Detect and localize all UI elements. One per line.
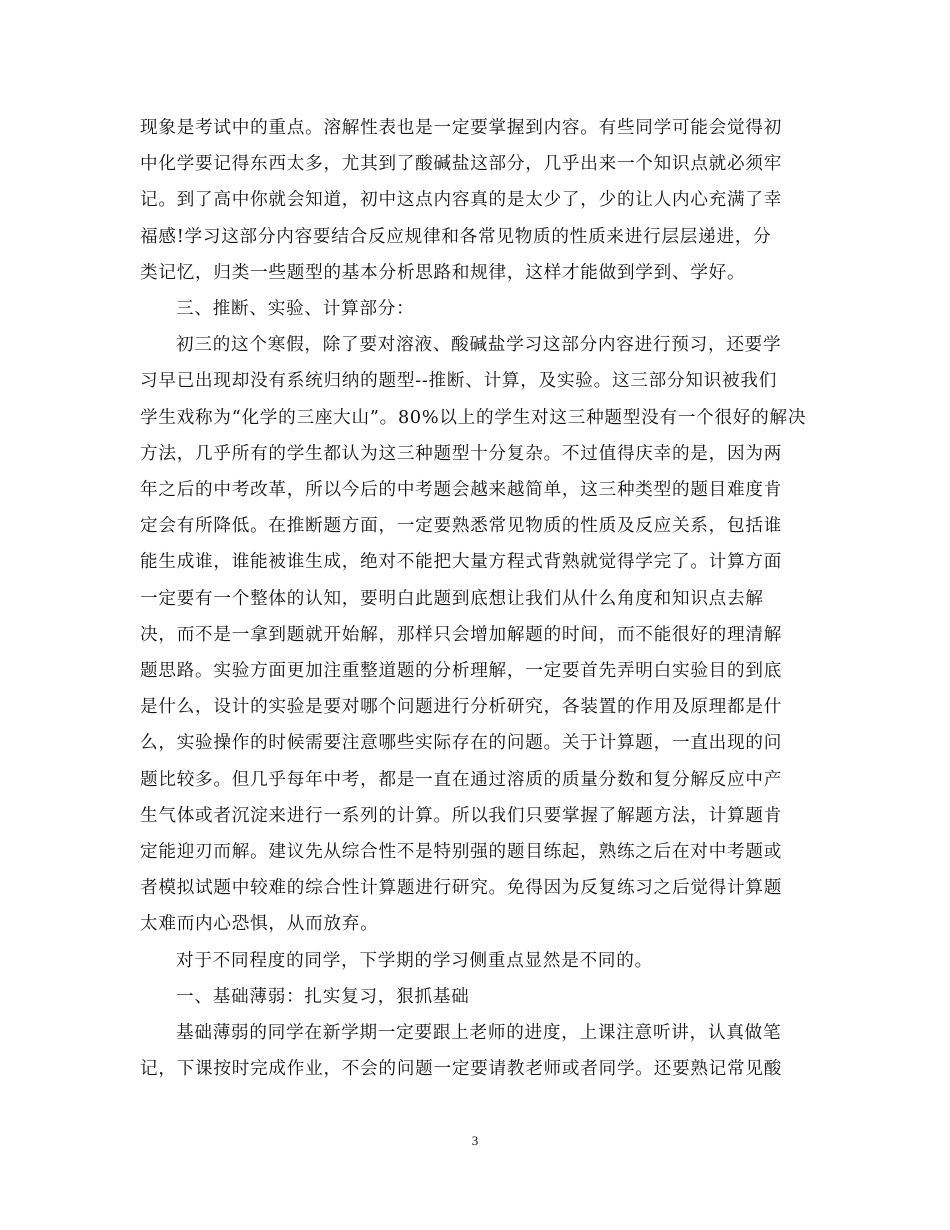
text-line: 生气体或者沉淀来进行一系列的计算。所以我们只要掌握了解题方法，计算题肯 <box>140 806 783 826</box>
text-line: 对于不同程度的同学，下学期的学习侧重点显然是不同的。 <box>176 951 653 971</box>
text-line: 题思路。实验方面更加注重整道题的分析理解，一定要首先弄明白实验目的到底 <box>140 661 783 681</box>
section-heading: 一、基础薄弱：扎实复习，狠抓基础 <box>176 987 470 1007</box>
text-line: 基础薄弱的同学在新学期一定要跟上老师的进度，上课注意听讲，认真做笔 <box>176 1023 782 1043</box>
text-line: 年之后的中考改革，所以今后的中考题会越来越简单，这三种类型的题目难度肯 <box>140 480 783 500</box>
text-line: 题比较多。但几乎每年中考，都是一直在通过溶质的质量分数和复分解反应中产 <box>140 770 783 790</box>
text-line: 记。到了高中你就会知道，初中这点内容真的是太少了，少的让人内心充满了幸 <box>140 190 783 210</box>
text-line: 定能迎刃而解。建议先从综合性不是特别强的题目练起，熟练之后在对中考题或 <box>140 842 783 862</box>
text-line: 太难而内心恐惧，从而放弃。 <box>140 914 379 934</box>
text-line: 学生戏称为“化学的三座大山”。80%以上的学生对这三种题型没有一个很好的解决 <box>140 408 807 428</box>
text-line: 习早已出现却没有系统归纳的题型--推断、计算，及实验。这三部分知识被我们 <box>140 371 778 391</box>
page-number: 3 <box>471 1133 479 1148</box>
text-line: 么，实验操作的时候需要注意哪些实际存在的问题。关于计算题，一直出现的问 <box>140 733 783 753</box>
text-line: 方法，几乎所有的学生都认为这三种题型十分复杂。不过值得庆幸的是，因为两 <box>140 444 783 464</box>
text-line: 决，而不是一拿到题就开始解，那样只会增加解题的时间，而不能很好的理清解 <box>140 625 783 645</box>
text-line: 中化学要记得东西太多，尤其到了酸碱盐这部分，几乎出来一个知识点就必须牢 <box>140 154 783 174</box>
text-line: 福感!学习这部分内容要结合反应规律和各常见物质的性质来进行层层递进，分 <box>140 227 772 247</box>
text-line: 类记忆，归类一些题型的基本分析思路和规律，这样才能做到学到、学好。 <box>140 263 746 283</box>
text-line: 定会有所降低。在推断题方面，一定要熟悉常见物质的性质及反应关系，包括谁 <box>140 516 783 536</box>
text-line: 现象是考试中的重点。溶解性表也是一定要掌握到内容。有些同学可能会觉得初 <box>140 118 783 138</box>
text-line: 者模拟试题中较难的综合性计算题进行研究。免得因为反复练习之后觉得计算题 <box>140 878 783 898</box>
text-line: 记，下课按时完成作业，不会的问题一定要请教老师或者同学。还要熟记常见酸 <box>140 1059 783 1079</box>
text-line: 初三的这个寒假，除了要对溶液、酸碱盐学习这部分内容进行预习，还要学 <box>176 335 782 355</box>
text-line: 是什么，设计的实验是要对哪个问题进行分析研究，各装置的作用及原理都是什 <box>140 697 783 717</box>
section-heading: 三、推断、实验、计算部分： <box>176 299 415 319</box>
text-line: 一定要有一个整体的认知，要明白此题到底想让我们从什么角度和知识点去解 <box>140 589 764 609</box>
text-line: 能生成谁，谁能被谁生成，绝对不能把大量方程式背熟就觉得学完了。计算方面 <box>140 552 783 572</box>
